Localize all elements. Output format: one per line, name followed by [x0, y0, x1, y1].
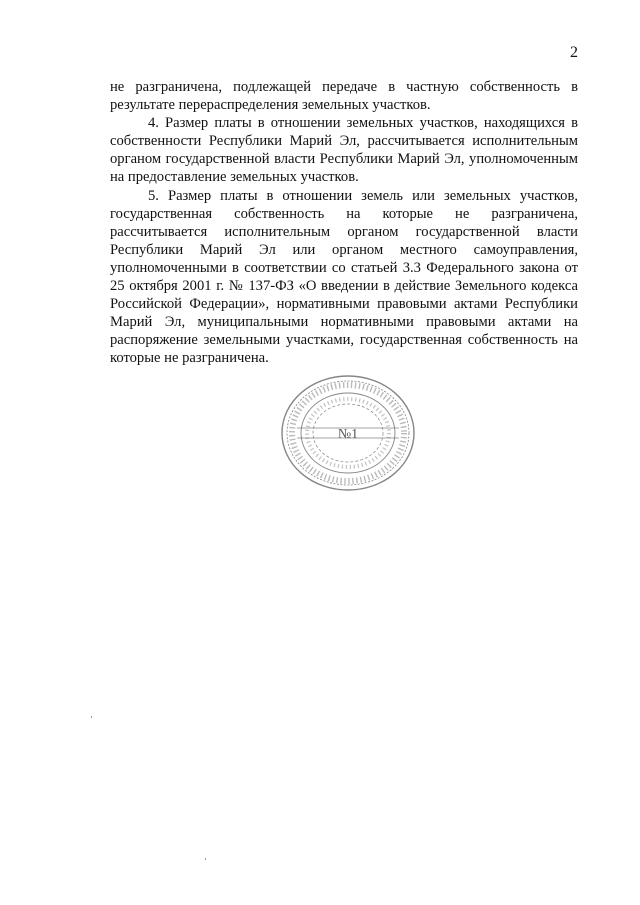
page-number: 2 — [570, 44, 578, 61]
paragraph-item-5: 5. Размер платы в отношении земель или земельных участков, государственная собственность на которые не разграничена, рассчитывается исполнительным органом государственной власти Республики Марий Эл или органом местного самоуправления, уполномоченными в соответствии со статьей 3.3 Федерального закона от 25 октября 2001 г. № 137-ФЗ «О введении в действие Земельного кодекса Российской Федерации», нормативными правовыми актами Республики Марий Эл, муниципальными нормативными правовыми актами на распоряжение земельными участками, государственная собственность на которые не разграничена. — [110, 187, 578, 367]
document-body — [110, 78, 578, 368]
official-seal-icon — [277, 372, 419, 494]
scan-speck — [91, 716, 92, 718]
paragraph-item-4: 4. Размер платы в отношении земельных участков, находящихся в собственности Республики Марий Эл, рассчитывается исполнительным органом государственной власти Республики Марий Эл, уполномоченным на предоставление земельных участков. — [110, 115, 578, 186]
scan-speck — [205, 858, 206, 860]
paragraph-continuation: не разграничена, подлежащей передаче в частную собственность в результате перераспределения земельных участков. — [110, 79, 578, 114]
seal-number-text: №1 — [337, 427, 359, 442]
